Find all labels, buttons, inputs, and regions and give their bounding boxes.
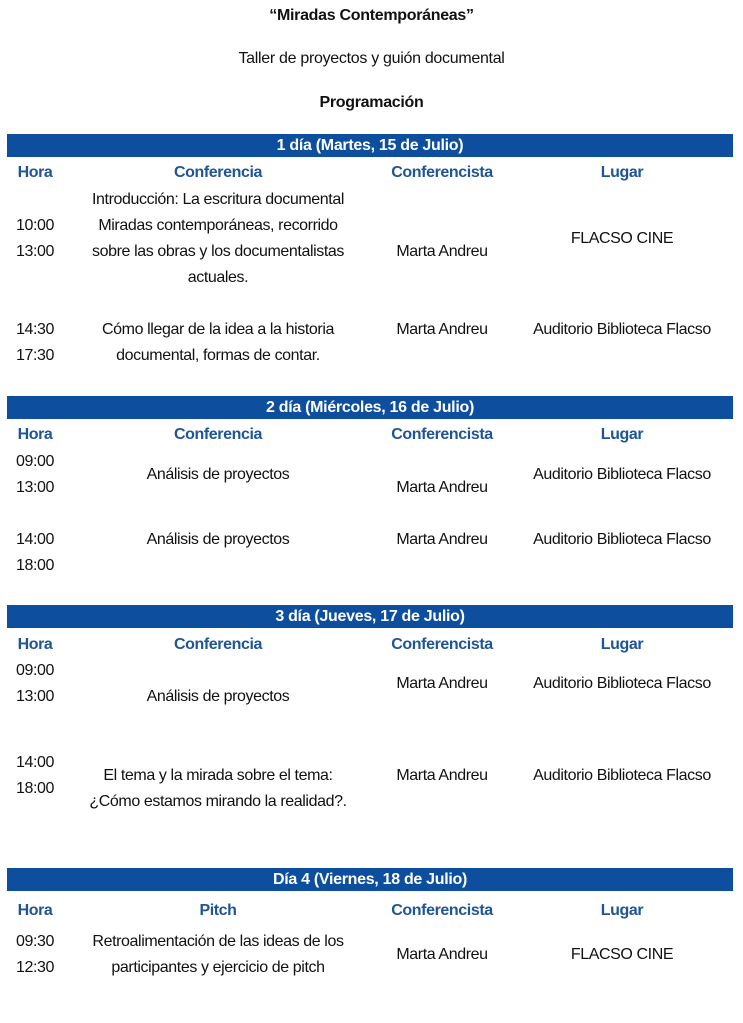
end-time: 12:30 [15, 959, 55, 976]
header-lugar: Lugar [600, 636, 644, 653]
header-lugar: Lugar [600, 426, 644, 443]
topic: El tema y la mirada sobre el tema: ¿Cómo estamos mirando la realidad?. [89, 767, 347, 810]
document-title: “Miradas Contemporáneas” [269, 7, 474, 24]
header-lugar: Lugar [600, 164, 644, 181]
speaker: Marta Andreu [396, 479, 488, 496]
day-3-banner: 3 día (Jueves, 17 de Julio) [7, 605, 733, 628]
header-lugar: Lugar [600, 902, 644, 919]
speaker: Marta Andreu [396, 531, 488, 548]
header-conferencista: Conferencista [391, 636, 493, 653]
start-time: 09:30 [15, 933, 55, 950]
place: Auditorio Biblioteca Flacso [533, 767, 711, 784]
header-conferencia: Conferencia [173, 636, 263, 653]
section-heading: Programación [319, 94, 424, 111]
header-pitch: Pitch [199, 902, 237, 919]
start-time: 09:00 [15, 662, 55, 679]
header-hora: Hora [17, 636, 53, 653]
end-time: 13:00 [15, 243, 55, 260]
start-time: 10:00 [15, 217, 55, 234]
place: FLACSO CINE [570, 946, 674, 963]
header-conferencista: Conferencista [391, 902, 493, 919]
start-time: 14:30 [15, 321, 55, 338]
topic: Análisis de proyectos [146, 688, 290, 705]
header-conferencista: Conferencista [391, 164, 493, 181]
place: Auditorio Biblioteca Flacso [533, 466, 711, 483]
day-4-banner: Día 4 (Viernes, 18 de Julio) [7, 868, 733, 891]
place: Auditorio Biblioteca Flacso [533, 321, 711, 338]
place: Auditorio Biblioteca Flacso [533, 675, 711, 692]
topic: Análisis de proyectos [146, 466, 290, 483]
speaker: Marta Andreu [396, 243, 488, 260]
end-time: 18:00 [15, 780, 55, 797]
start-time: 09:00 [15, 453, 55, 470]
day-2-banner: 2 día (Miércoles, 16 de Julio) [7, 396, 733, 419]
header-hora: Hora [17, 902, 53, 919]
topic: Análisis de proyectos [146, 531, 290, 548]
document-subtitle: Taller de proyectos y guión documental [238, 50, 505, 67]
topic: Cómo llegar de la idea a la historia documental, formas de contar. [102, 321, 334, 364]
topic: Introducción: La escritura documental Miradas contemporáneas, recorrido sobre las obras y los documentalistas actuales. [91, 191, 344, 286]
start-time: 14:00 [15, 531, 55, 548]
header-conferencia: Conferencia [173, 426, 263, 443]
start-time: 14:00 [15, 754, 55, 771]
header-hora: Hora [17, 426, 53, 443]
place: FLACSO CINE [570, 230, 674, 247]
speaker: Marta Andreu [396, 946, 488, 963]
topic: Retroalimentación de las ideas de los participantes y ejercicio de pitch [92, 933, 344, 976]
day-1-banner: 1 día (Martes, 15 de Julio) [7, 134, 733, 157]
speaker: Marta Andreu [396, 321, 488, 338]
end-time: 13:00 [15, 479, 55, 496]
end-time: 13:00 [15, 688, 55, 705]
header-hora: Hora [17, 164, 53, 181]
header-conferencia: Conferencia [173, 164, 263, 181]
end-time: 18:00 [15, 557, 55, 574]
speaker: Marta Andreu [396, 675, 488, 692]
header-conferencista: Conferencista [391, 426, 493, 443]
place: Auditorio Biblioteca Flacso [533, 531, 711, 548]
speaker: Marta Andreu [396, 767, 488, 784]
end-time: 17:30 [15, 347, 55, 364]
